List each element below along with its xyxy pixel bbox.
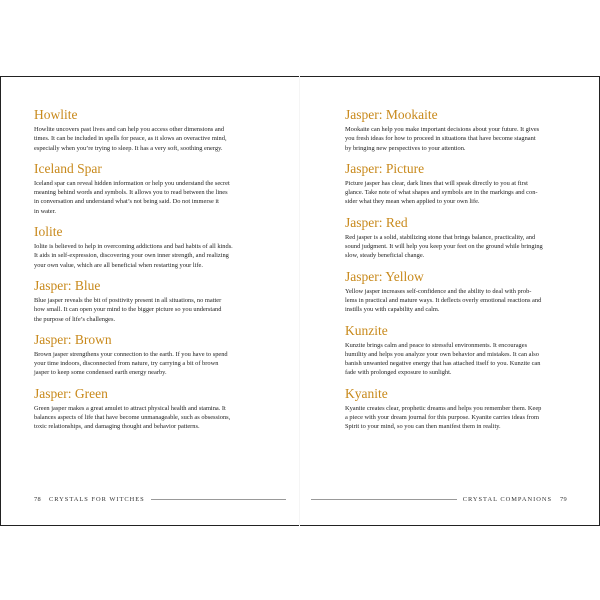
body-line: your time indoors, disconnected from nature, try carrying a bit of brown [34, 360, 219, 368]
entry-body [345, 404, 573, 432]
body-line: a piece with your dream journal for this purpose. Kyanite carries ideas from [345, 414, 539, 422]
body-line: Iceland spar can reveal hidden information or help you understand the secret [34, 179, 230, 187]
body-line: especially when you’re trying to sleep. It has a very soft, soothing energy. [34, 144, 223, 152]
entry-title: Jasper: Green [34, 385, 108, 401]
body-line: banish unwanted negative energy that has attached itself to you. Kunzite can [345, 360, 541, 368]
body-line: balances aspects of life that have become unmanageable, such as obsessions, [34, 414, 231, 422]
right-column [345, 107, 573, 440]
body-line: Green jasper makes a great amulet to attract physical health and stamina. It [34, 404, 226, 412]
body-line: jasper to keep some condensed earth energy nearby. [34, 369, 167, 377]
crystal-entry [345, 386, 573, 432]
body-line: lems in practical and mature ways. It deflects overly emotional reactions and [345, 296, 542, 304]
body-line: Kunzite brings calm and peace to stressful environments. It encourages [345, 341, 528, 349]
entry-body [34, 242, 262, 270]
entry-title: Kunzite [345, 322, 388, 338]
body-line: slow, steady beneficial change. [345, 252, 425, 260]
entry-body [345, 179, 573, 207]
crystal-entry [34, 161, 262, 216]
body-line: Mookaite can help you make important decisions about your future. It gives [345, 126, 540, 133]
left-column [34, 107, 262, 440]
entry-body [345, 341, 573, 378]
crystal-entry [34, 107, 262, 153]
body-line: humility and helps you analyze your own behavior and mistakes. It can also [345, 350, 539, 358]
body-line: Kyanite creates clear, prophetic dreams and helps you remember them. Keep [345, 404, 542, 412]
body-line: you fresh ideas for how to proceed in situations that have become stagnant [345, 135, 536, 143]
entry-body [34, 296, 262, 324]
entry-title: Iceland Spar [34, 160, 102, 176]
entry-body [34, 404, 262, 432]
crystal-entry [34, 332, 262, 378]
body-line: Iolite is believed to help in overcoming addictions and bad habits of all kinds. [34, 243, 233, 251]
right-page [300, 76, 600, 526]
body-line: the purpose of life’s challenges. [34, 315, 116, 323]
page-number: 79 [560, 496, 567, 503]
crystal-entry [345, 269, 573, 315]
entry-body [345, 287, 573, 315]
body-line: toxic relationships, and damaging thought and behavior patterns. [34, 423, 200, 431]
running-head: CRYSTALS FOR WITCHES [49, 496, 145, 503]
entry-body [34, 125, 262, 153]
crystal-entry [34, 386, 262, 432]
crystal-entry [345, 323, 573, 378]
body-line: Yellow jasper increases self-confidence and the ability to deal with prob- [345, 287, 532, 295]
crystal-entry [345, 107, 573, 153]
crystal-entry [345, 161, 573, 207]
body-line: by bringing new perspectives to your attention. [345, 144, 466, 152]
body-line: Brown jasper strengthens your connection to the earth. If you have to spend [34, 350, 228, 358]
body-line: glance. Take note of what shapes and symbols are in the markings and con- [345, 189, 538, 197]
page-number: 78 [34, 496, 41, 503]
right-footer [305, 496, 567, 503]
body-line: how small. It can open your mind to the bigger picture so you understand [34, 306, 222, 314]
body-line: instills you with capability and calm. [345, 306, 440, 314]
crystal-entry [345, 215, 573, 261]
body-line: sound judgment. It will help you keep your feet on the ground while bringing [345, 243, 543, 251]
crystal-entry [34, 278, 262, 324]
body-line: Howlite uncovers past lives and can help you access other dimensions and [34, 126, 225, 133]
body-line: fade with prolonged exposure to sunlight. [345, 369, 452, 377]
body-line: sider what they mean when applied to your own life. [345, 198, 480, 206]
footer-rule [311, 499, 457, 500]
entry-body [345, 125, 573, 153]
body-line: times. It can be included in spells for peace, as it slows an overactive mind, [34, 135, 227, 143]
body-line: Picture jasper has clear, dark lines that will speak directly to you at first [345, 179, 528, 187]
footer-rule [151, 499, 286, 500]
entry-body [34, 350, 262, 378]
entry-title: Jasper: Brown [34, 331, 112, 347]
body-line: your own value, which are all beneficial when restarting your life. [34, 261, 203, 269]
entry-title: Jasper: Yellow [345, 268, 424, 284]
left-page [0, 76, 300, 526]
entry-title: Iolite [34, 224, 63, 240]
entry-title: Jasper: Blue [34, 277, 101, 293]
entry-title: Jasper: Mookaite [345, 107, 438, 122]
body-line: Red jasper is a solid, stabilizing stone that brings balance, practicality, and [345, 233, 536, 241]
body-line: meaning behind words and symbols. It allows you to read between the lines [34, 189, 228, 197]
entry-title: Jasper: Red [345, 214, 408, 230]
entry-title: Kyanite [345, 385, 388, 401]
entry-body [34, 179, 262, 216]
left-footer [34, 496, 292, 503]
entry-body [345, 233, 573, 261]
crystal-entry [34, 224, 262, 270]
body-line: in water. [34, 207, 57, 215]
body-line: in conversation and understand what’s not being said. Do not immerse it [34, 198, 219, 206]
running-head: CRYSTAL COMPANIONS [462, 496, 552, 503]
body-line: It aids in self-expression, discovering your own inner strength, and realizing [34, 252, 229, 260]
entry-title: Jasper: Picture [345, 160, 425, 176]
entry-title: Howlite [34, 107, 78, 122]
body-line: Spirit to your mind, so you can then manifest them in reality. [345, 423, 501, 431]
body-line: Blue jasper reveals the bit of positivity present in all situations, no matter [34, 296, 222, 304]
